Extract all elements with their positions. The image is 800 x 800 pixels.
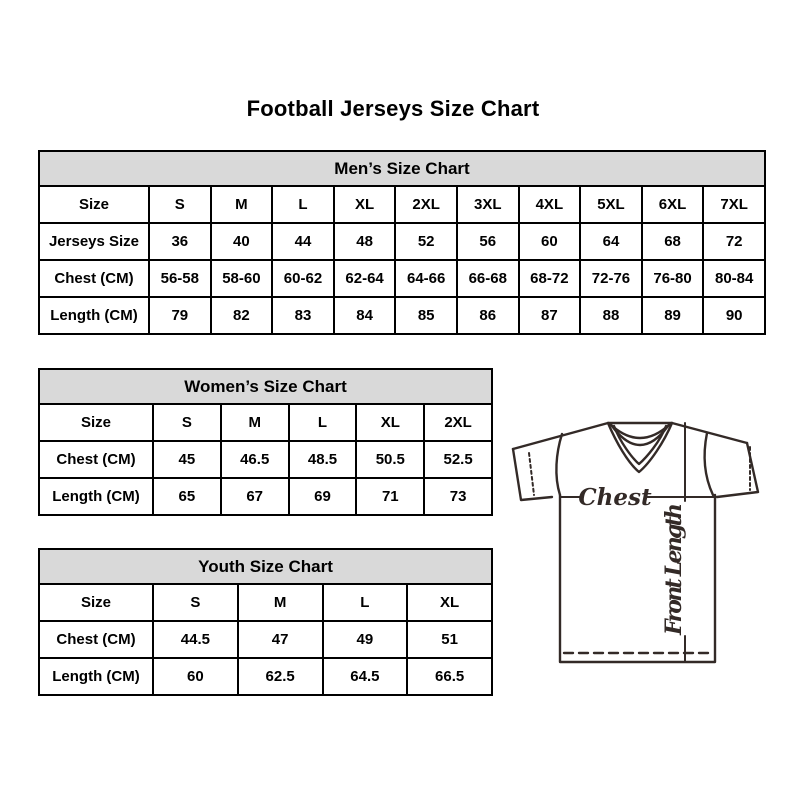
jersey-body-outline (513, 423, 758, 662)
page-title: Football Jerseys Size Chart (246, 96, 540, 121)
data-cell: 87 (519, 297, 581, 334)
data-cell: 50.5 (356, 441, 424, 478)
table-row (39, 186, 765, 223)
data-cell: 60 (519, 223, 581, 260)
column-header-cell: M (221, 404, 289, 441)
column-header-cell: 2XL (395, 186, 457, 223)
chest-label: Chest (578, 484, 652, 511)
data-cell: 76-80 (642, 260, 704, 297)
column-header-cell: 5XL (580, 186, 642, 223)
table-row (39, 621, 492, 658)
data-cell: 90 (703, 297, 765, 334)
data-cell: 88 (580, 297, 642, 334)
column-header-cell: Size (39, 404, 153, 441)
data-cell: 60 (153, 658, 238, 695)
data-cell: 60-62 (272, 260, 334, 297)
data-cell: 89 (642, 297, 704, 334)
column-header-cell: 3XL (457, 186, 519, 223)
column-header-cell: Size (39, 584, 153, 621)
men-table-title: Men’s Size Chart (39, 151, 765, 186)
row-header-cell: Chest (CM) (39, 441, 153, 478)
data-cell: 83 (272, 297, 334, 334)
data-cell: 47 (238, 621, 323, 658)
row-header-cell: Length (CM) (39, 658, 153, 695)
data-cell: 45 (153, 441, 221, 478)
womens-size-chart-table (38, 368, 493, 516)
column-header-cell: 6XL (642, 186, 704, 223)
column-header-cell: S (153, 584, 238, 621)
data-cell: 68-72 (519, 260, 581, 297)
data-cell: 48.5 (289, 441, 357, 478)
data-cell: 86 (457, 297, 519, 334)
data-cell: 72 (703, 223, 765, 260)
data-cell: 68 (642, 223, 704, 260)
data-cell: 62.5 (238, 658, 323, 695)
data-cell: 44 (272, 223, 334, 260)
table-row (39, 441, 492, 478)
column-header-cell: M (211, 186, 273, 223)
data-cell: 64.5 (323, 658, 408, 695)
column-header-cell: 4XL (519, 186, 581, 223)
data-cell: 84 (334, 297, 396, 334)
youth-size-chart-table (38, 548, 493, 696)
data-cell: 56 (457, 223, 519, 260)
data-cell: 73 (424, 478, 492, 515)
row-header-cell: Length (CM) (39, 297, 149, 334)
data-cell: 51 (407, 621, 492, 658)
table-row (39, 223, 765, 260)
column-header-cell: 7XL (703, 186, 765, 223)
data-cell: 48 (334, 223, 396, 260)
column-header-cell: Size (39, 186, 149, 223)
jersey-measurement-diagram (498, 398, 776, 670)
data-cell: 56-58 (149, 260, 211, 297)
column-header-cell: 2XL (424, 404, 492, 441)
column-header-cell: XL (334, 186, 396, 223)
data-cell: 66-68 (457, 260, 519, 297)
data-cell: 36 (149, 223, 211, 260)
data-cell: 64-66 (395, 260, 457, 297)
row-header-cell: Length (CM) (39, 478, 153, 515)
data-cell: 82 (211, 297, 273, 334)
table-row (39, 584, 492, 621)
women-table-title: Women’s Size Chart (39, 369, 492, 404)
data-cell: 67 (221, 478, 289, 515)
data-cell: 79 (149, 297, 211, 334)
mens-size-chart-table (38, 150, 766, 335)
table-row (39, 404, 492, 441)
data-cell: 69 (289, 478, 357, 515)
jersey-stitch-dashes (529, 447, 750, 653)
data-cell: 52.5 (424, 441, 492, 478)
data-cell: 66.5 (407, 658, 492, 695)
data-cell: 72-76 (580, 260, 642, 297)
column-header-cell: S (153, 404, 221, 441)
data-cell: 80-84 (703, 260, 765, 297)
data-cell: 71 (356, 478, 424, 515)
data-cell: 40 (211, 223, 273, 260)
table-row (39, 478, 492, 515)
data-cell: 44.5 (153, 621, 238, 658)
column-header-cell: XL (407, 584, 492, 621)
column-header-cell: L (272, 186, 334, 223)
column-header-cell: M (238, 584, 323, 621)
column-header-cell: S (149, 186, 211, 223)
column-header-cell: XL (356, 404, 424, 441)
column-header-cell: L (289, 404, 357, 441)
data-cell: 85 (395, 297, 457, 334)
data-cell: 65 (153, 478, 221, 515)
row-header-cell: Chest (CM) (39, 621, 153, 658)
column-header-cell: L (323, 584, 408, 621)
row-header-cell: Chest (CM) (39, 260, 149, 297)
front-length-label: Front Length (661, 503, 687, 635)
data-cell: 46.5 (221, 441, 289, 478)
table-row (39, 260, 765, 297)
youth-table-title: Youth Size Chart (39, 549, 492, 584)
data-cell: 49 (323, 621, 408, 658)
data-cell: 52 (395, 223, 457, 260)
table-row (39, 658, 492, 695)
data-cell: 64 (580, 223, 642, 260)
data-cell: 58-60 (211, 260, 273, 297)
table-row (39, 297, 765, 334)
data-cell: 62-64 (334, 260, 396, 297)
row-header-cell: Jerseys Size (39, 223, 149, 260)
